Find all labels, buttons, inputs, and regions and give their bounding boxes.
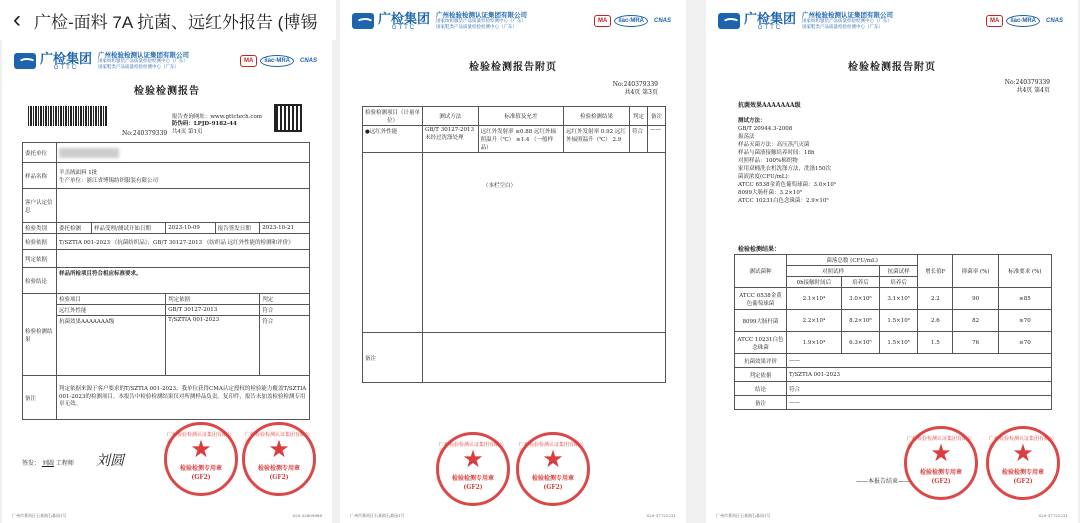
seal-code: (GF2) bbox=[543, 484, 563, 491]
summary-header-item: 检验项目 bbox=[57, 294, 166, 305]
sample-cell bbox=[57, 163, 310, 189]
conclusion-label: 结论 bbox=[735, 382, 787, 396]
footer-phone: 020-37721211 bbox=[1038, 513, 1068, 518]
brand-name: 广检集团 bbox=[744, 10, 797, 26]
report-page-1[interactable] bbox=[2, 40, 332, 523]
summary-judge: 符合 bbox=[260, 305, 310, 316]
org-line-3: 国家鞋类产品质量检验检测中心（广东） bbox=[436, 25, 518, 31]
report-page-4[interactable] bbox=[706, 0, 1078, 523]
conclusion-label: 检验结论 bbox=[23, 268, 57, 294]
seal-stamp bbox=[436, 432, 510, 506]
seal-text: 检验检测专用章 bbox=[179, 465, 222, 472]
cert-badges bbox=[594, 15, 674, 27]
conclusion-value: 符合 bbox=[787, 382, 1052, 396]
method-line: ATCC 6538金黄色葡萄球菌：3.0×10⁵ bbox=[738, 181, 837, 188]
seal-text: 检验检测专用章 bbox=[1001, 469, 1044, 476]
star-icon: ★ bbox=[1012, 439, 1034, 467]
org-line-3: 国家鞋类产品质量检验检测中心（广东） bbox=[98, 65, 180, 71]
summary-item: 抗菌效果AAAAAAA级 bbox=[57, 316, 166, 376]
seal-ring-text: 广州检验检测认证集团有限公司 bbox=[907, 436, 973, 449]
seal-text: 检验检测专用章 bbox=[451, 475, 494, 482]
approver: 签发： 刘圆 工程师 bbox=[22, 460, 74, 467]
gttc-logo-icon bbox=[14, 53, 36, 69]
cell-strain: 8099大肠杆菌 bbox=[735, 310, 787, 332]
col-header-t18b: 培养后 bbox=[880, 277, 918, 288]
page-header bbox=[706, 0, 1078, 38]
cell-strain: ATCC 10231白色念珠菌 bbox=[735, 332, 787, 354]
report-number: No:240379339 bbox=[612, 81, 658, 88]
brand-name: 广检集团 bbox=[378, 10, 431, 26]
org-name: 广州检验检测认证集团有限公司 bbox=[98, 51, 190, 60]
col-header-req: 标准要求 (%) bbox=[998, 255, 1051, 288]
brand-abbrev: GTTC bbox=[757, 24, 783, 31]
conclusion-value: 样品所检项目符合相应标准要求。 bbox=[57, 268, 310, 294]
client-label: 委托单位 bbox=[23, 143, 57, 163]
doc-title: 检验检测报告附页 bbox=[848, 62, 936, 73]
seal-text: 检验检测专用章 bbox=[919, 469, 962, 476]
cell-remark: —— bbox=[648, 126, 666, 153]
ilac-badge-icon: ilac-MRA bbox=[614, 15, 648, 27]
brand-abbrev: GTTC bbox=[391, 24, 417, 31]
method-line: 对照样品：100%棉织物 bbox=[738, 157, 798, 164]
signature: 刘圆 bbox=[96, 453, 124, 469]
col-header-t18: 培养后 bbox=[841, 277, 879, 288]
summary-basis: GB/T 30127-2013 bbox=[166, 305, 260, 316]
summary-header-judge: 判定 bbox=[260, 294, 310, 305]
issue-label: 报告签发日期 bbox=[215, 223, 260, 234]
cell-strain: ATCC 6538金黄色葡萄球菌 bbox=[735, 288, 787, 310]
chevron-left-icon[interactable]: ‹ bbox=[13, 6, 21, 33]
app-header bbox=[0, 0, 336, 40]
cell-c0: 2.1×10⁴ bbox=[787, 288, 842, 310]
seal-ring-text: 广州检验检测认证集团有限公司 bbox=[989, 436, 1055, 449]
star-icon: ★ bbox=[190, 435, 212, 463]
col-header-judge: 判定 bbox=[630, 107, 648, 126]
ilac-badge-icon: ilac-MRA bbox=[1006, 15, 1040, 27]
seal-code: (GF2) bbox=[463, 484, 483, 491]
seal-stamp bbox=[904, 426, 978, 500]
page-footer bbox=[350, 513, 676, 519]
col-header-control: 对照试样 bbox=[787, 266, 880, 277]
check-type: 委托检测 bbox=[57, 223, 92, 234]
seal-text: 检验检测专用章 bbox=[257, 465, 300, 472]
ma-badge-icon: MA bbox=[594, 15, 611, 27]
summary-basis: T/SZTIA 001-2023 bbox=[166, 316, 260, 376]
section-title: 抗菌效果AAAAAAA级 bbox=[738, 102, 801, 109]
cell-method: GB/T 30127-2013 未经过洗涤处理 bbox=[423, 126, 479, 153]
summary-label: 检验检测结果 bbox=[23, 294, 57, 376]
footer-address: 广州市番禺区石基镇石碁园1号 bbox=[716, 513, 771, 518]
cell-rate: 90 bbox=[953, 288, 998, 310]
cell-rate: 82 bbox=[953, 310, 998, 332]
col-header-growth: 增长值F bbox=[918, 255, 953, 288]
cert-badges bbox=[986, 15, 1066, 27]
cell-s18: 3.1×10⁵ bbox=[880, 288, 918, 310]
col-header-item: 检验检测项目（计量单位） bbox=[363, 107, 423, 126]
cell-standard: 远红外发射率 ≥0.88 远红外辐照温升（℃） ≥1.4 （一般样品） bbox=[478, 126, 564, 153]
remark-value bbox=[423, 333, 666, 383]
brand bbox=[378, 12, 430, 31]
remark-label: 备注 bbox=[23, 376, 57, 420]
eval-value: —— bbox=[787, 354, 1052, 368]
col-header-t0: 0h接触时间后 bbox=[787, 277, 842, 288]
approver-label: 签发 bbox=[22, 460, 35, 467]
sample-label: 样品名称 bbox=[23, 163, 57, 189]
check-type-label: 检验类别 bbox=[23, 223, 57, 234]
page-header bbox=[340, 0, 686, 38]
report-page-3[interactable] bbox=[340, 0, 686, 523]
method-line: 家用双桶洗衣机洗涤方法，洗涤150次 bbox=[738, 165, 831, 172]
method-label: 测试方法： bbox=[738, 118, 766, 124]
seal-stamp bbox=[242, 422, 316, 496]
end-note: ——本报告结束—— bbox=[856, 478, 911, 485]
cell-c0: 1.9×10⁴ bbox=[787, 332, 842, 354]
col-header-sample: 抗菌试样 bbox=[880, 266, 918, 277]
page-header bbox=[2, 40, 332, 78]
producer: 生产单位：浙江省博锡纺织服装有限公司 bbox=[59, 177, 159, 184]
org-line-2: 国家纺织服装产品质量检验检测中心（广东） bbox=[436, 19, 527, 25]
seal-ring-text: 广州检验检测认证集团有限公司 bbox=[245, 432, 311, 445]
org-info bbox=[802, 11, 893, 30]
method-line: 8099大肠杆菌：3.2×10⁵ bbox=[738, 189, 803, 196]
report-number: No:240379339 bbox=[122, 130, 168, 137]
brand bbox=[40, 52, 92, 71]
cnas-badge-icon: CNAS bbox=[299, 58, 317, 64]
remark-value: 判定依据来源于客户要求的T/SZTIA 001-2023。我单位获得CMA认定授权的检验能力覆盖T/SZTIA 001-2023的检测项目。本报告中检验检测结果仅对所测样品负责。复印件，报告未加盖检验检测专用章无效。 bbox=[57, 376, 310, 420]
footer-phone: 020-32809888 bbox=[292, 513, 322, 518]
table-row bbox=[363, 126, 666, 153]
client-value bbox=[57, 143, 310, 163]
cnas-badge-icon: CNAS bbox=[1045, 18, 1063, 24]
sample-value: 羊羔绒面料 1批 bbox=[59, 169, 98, 176]
col-header-strain: 测试菌种 bbox=[735, 255, 787, 288]
cell-c18: 6.3×10⁵ bbox=[841, 332, 879, 354]
basis-value: T/SZTIA 001-2023 bbox=[787, 368, 1052, 382]
table-row bbox=[23, 305, 310, 316]
org-line-3: 国家鞋类产品质量检验检测中心（广东） bbox=[802, 25, 884, 31]
basis-label: 判定依据 bbox=[735, 368, 787, 382]
doc-title: 检验检测报告 bbox=[134, 86, 200, 97]
seal-stamp bbox=[516, 432, 590, 506]
cell-s18: 1.5×10⁶ bbox=[880, 310, 918, 332]
report-meta bbox=[706, 79, 1078, 95]
col-header-rate: 抑菌率 (%) bbox=[953, 255, 998, 288]
col-header-standard: 标准值及允差 bbox=[478, 107, 564, 126]
seal-stamp bbox=[986, 426, 1060, 500]
brand-name: 广检集团 bbox=[40, 50, 93, 66]
star-icon: ★ bbox=[268, 435, 290, 463]
gttc-logo-icon bbox=[352, 13, 374, 29]
report-main-table bbox=[22, 142, 310, 420]
table-row bbox=[735, 288, 1052, 310]
approver-title: 工程师 bbox=[55, 460, 74, 467]
anti-fake-code: 防伪码：LPJD-9182-44 bbox=[171, 121, 237, 128]
summary-judge: 符合 bbox=[260, 316, 310, 376]
cell-req: ≥70 bbox=[998, 310, 1051, 332]
method-line: 菌液浓度(CFU/mL)： bbox=[738, 173, 794, 180]
report-meta bbox=[340, 81, 686, 97]
customer-value bbox=[57, 189, 310, 223]
brand-abbrev: GTTC bbox=[53, 64, 79, 71]
cell-judge: 符合 bbox=[630, 126, 648, 153]
seal-text: 检验检测专用章 bbox=[531, 475, 574, 482]
dates-value: 2023-10-09 bbox=[166, 223, 216, 234]
basis-label: 检验依据 bbox=[23, 234, 57, 250]
page-of: 共4页 第3页 bbox=[624, 88, 658, 96]
redacted-block bbox=[59, 148, 119, 158]
seal-ring-text: 广州检验检测认证集团有限公司 bbox=[167, 432, 233, 445]
page-footer bbox=[12, 513, 322, 519]
col-header-method: 测试方法 bbox=[423, 107, 479, 126]
method-line: 样品灭菌方法：高压蒸汽灭菌 bbox=[738, 141, 810, 148]
approver-name: 刘圆 bbox=[41, 460, 54, 467]
basis-value: T/SZTIA 001-2023 《抗菌纺织品》；GB/T 30127-2013 《纺织品 远红外性能的检测和评价》 bbox=[57, 234, 310, 250]
page-of: 共4页 第4页 bbox=[1016, 86, 1050, 94]
col-header-count: 菌落总数 (CFU/mL) bbox=[787, 255, 918, 266]
col-header-remark: 备注 bbox=[648, 107, 666, 126]
judge-basis-label: 判定依据 bbox=[23, 250, 57, 268]
org-line-2: 国家纺织服装产品质量检验检测中心（广东） bbox=[802, 19, 893, 25]
cell-f: 2.6 bbox=[918, 310, 953, 332]
blank-cell bbox=[363, 153, 423, 333]
barcode-icon bbox=[28, 106, 108, 126]
org-name: 广州检验检测认证集团有限公司 bbox=[436, 11, 528, 20]
report-number: No:240379339 bbox=[1004, 79, 1050, 86]
remark-value: —— bbox=[787, 396, 1052, 410]
org-line-2: 国家纺织服装产品质量检验检测中心（广东） bbox=[98, 59, 189, 65]
judge-basis-value bbox=[57, 250, 310, 268]
cell-result: 远红外发射率 0.92 远红外辐照温升（℃） 2.9 bbox=[564, 126, 630, 153]
issue-value: 2023-10-21 bbox=[260, 223, 310, 234]
summary-item: 远红外性能 bbox=[57, 305, 166, 316]
footer-phone: 020-37721211 bbox=[646, 513, 676, 518]
ilac-badge-icon: ilac-MRA bbox=[260, 55, 294, 67]
page-title: 广检-面料 7A 抗菌、远红外报告 (博锡 bbox=[34, 12, 318, 32]
method-line: GB/T 20944.3-2008 bbox=[738, 125, 793, 132]
ma-badge-icon: MA bbox=[986, 15, 1003, 27]
cell-req: ≥85 bbox=[998, 288, 1051, 310]
star-icon: ★ bbox=[542, 445, 564, 473]
method-line: ATCC 10231白色念珠菌：2.9×10⁵ bbox=[738, 197, 829, 204]
query-site: 报告查询网址：www.gttctech.com bbox=[171, 114, 262, 120]
qr-code-icon bbox=[274, 104, 302, 132]
antibacterial-table bbox=[734, 254, 1052, 410]
gttc-logo-icon bbox=[718, 13, 740, 29]
org-name: 广州检验检测认证集团有限公司 bbox=[802, 11, 894, 20]
seal-code: (GF2) bbox=[1013, 478, 1033, 485]
cell-f: 2.2 bbox=[918, 288, 953, 310]
page-of: 共4页 第1页 bbox=[171, 128, 203, 135]
table-row bbox=[735, 310, 1052, 332]
seal-ring-text: 广州检验检测认证集团有限公司 bbox=[519, 442, 585, 455]
table-row bbox=[23, 316, 310, 376]
org-info bbox=[436, 11, 527, 30]
org-info bbox=[98, 51, 189, 70]
seal-code: (GF2) bbox=[269, 474, 289, 481]
page-footer bbox=[716, 513, 1068, 519]
cell-req: ≥70 bbox=[998, 332, 1051, 354]
summary-header-basis: 判定依据 bbox=[166, 294, 260, 305]
blank-note: （本栏空白） bbox=[423, 153, 666, 333]
method-block bbox=[738, 118, 836, 206]
cell-c18: 3.0×10⁶ bbox=[841, 288, 879, 310]
col-header-result: 检验检测结果 bbox=[564, 107, 630, 126]
method-line: 振荡法 bbox=[738, 133, 755, 140]
seal-ring-text: 广州检验检测认证集团有限公司 bbox=[439, 442, 505, 455]
cert-badges bbox=[240, 55, 320, 67]
eval-label: 抗菌效果评价 bbox=[735, 354, 787, 368]
query-info bbox=[172, 114, 262, 136]
cell-c0: 2.2×10⁴ bbox=[787, 310, 842, 332]
cell-rate: 76 bbox=[953, 332, 998, 354]
brand bbox=[744, 12, 796, 31]
dates-label: 样品受理/测试开始日期 bbox=[92, 223, 166, 234]
remark-label: 备注 bbox=[363, 333, 423, 383]
method-line: 样品与菌液接触培养时间：18h bbox=[738, 149, 815, 156]
results-table bbox=[362, 106, 666, 383]
seal-code: (GF2) bbox=[191, 474, 211, 481]
footer-address: 广州市番禺区石基镇石碁园1号 bbox=[350, 513, 405, 518]
cnas-badge-icon: CNAS bbox=[653, 18, 671, 24]
cell-s18: 1.5×10⁵ bbox=[880, 332, 918, 354]
ma-badge-icon: MA bbox=[240, 55, 257, 67]
table-row bbox=[735, 332, 1052, 354]
seal-stamp bbox=[164, 422, 238, 496]
footer-address: 广州市番禺区石基镇石碁园1号 bbox=[12, 513, 67, 518]
cell-f: 1.5 bbox=[918, 332, 953, 354]
customer-label: 客户认定信息 bbox=[23, 189, 57, 223]
star-icon: ★ bbox=[462, 445, 484, 473]
seal-code: (GF2) bbox=[931, 478, 951, 485]
remark-label: 备注 bbox=[735, 396, 787, 410]
cell-item: ●远红外性能 bbox=[363, 126, 423, 153]
star-icon: ★ bbox=[930, 439, 952, 467]
section-title: 检验检测结果： bbox=[738, 246, 781, 253]
cell-c18: 8.2×10⁶ bbox=[841, 310, 879, 332]
doc-title: 检验检测报告附页 bbox=[469, 62, 557, 73]
